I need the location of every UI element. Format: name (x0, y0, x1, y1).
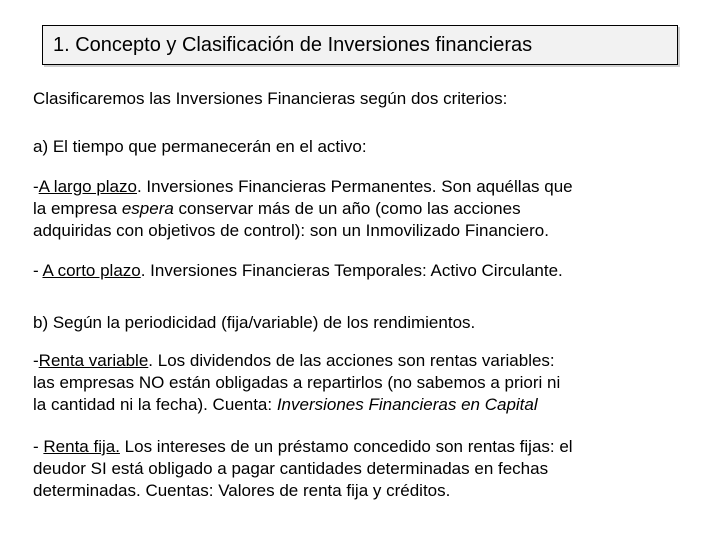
fija-line1-rest: Los intereses de un préstamo concedido son rentas fijas: el (119, 437, 573, 456)
renta-variable-paragraph (33, 350, 705, 416)
fija-line-2: deudor SI está obligado a pagar cantidades determinadas en fechas (33, 459, 549, 478)
largo-line-2 (33, 198, 705, 220)
largo-line2-a: la empresa (33, 199, 122, 218)
fija-line-3: determinadas. Cuentas: Valores de renta fija y créditos. (33, 481, 451, 500)
variable-prefix: - (33, 351, 39, 370)
variable-line3-a: la cantidad ni la fecha). Cuenta: (33, 395, 277, 414)
largo-line-3: adquiridas con objetivos de control): son un Inmovilizado Financiero. (33, 221, 549, 240)
section-a-heading: a) El tiempo que permanecerán en el activo: (33, 137, 367, 156)
fija-prefix: - (33, 437, 44, 456)
variable-line1-rest: . Los dividendos de las acciones son rentas variables: (148, 351, 555, 370)
variable-term: Renta variable (38, 351, 149, 370)
variable-line-3 (33, 394, 705, 416)
intro-text: Clasificaremos las Inversiones Financieras según dos criterios: (33, 89, 508, 108)
largo-plazo-paragraph (33, 176, 705, 242)
fija-line-1 (33, 436, 705, 458)
variable-line-2: las empresas NO están obligadas a repartirlos (no sabemos a priori ni (33, 373, 561, 392)
renta-fija-paragraph (33, 436, 705, 502)
corto-rest: . Inversiones Financieras Temporales: Activo Circulante. (140, 261, 563, 280)
largo-term: A largo plazo (38, 177, 137, 196)
largo-prefix: - (33, 177, 39, 196)
variable-line3-italic: Inversiones Financieras en Capital (276, 395, 538, 414)
corto-plazo-paragraph (33, 260, 705, 282)
title-box (42, 25, 678, 65)
largo-line2-italic: espera (121, 199, 174, 218)
largo-line-1 (33, 176, 705, 198)
slide-title: 1. Concepto y Clasificación de Inversiones financieras (53, 34, 533, 56)
corto-term: A corto plazo (42, 261, 141, 280)
largo-line2-b: conservar más de un año (como las acciones (173, 199, 521, 218)
section-b-heading: b) Según la periodicidad (fija/variable) de los rendimientos. (33, 313, 476, 332)
largo-line1-rest: . Inversiones Financieras Permanentes. Son aquéllas que (136, 177, 573, 196)
variable-line-1 (33, 350, 705, 372)
fija-term: Renta fija. (43, 437, 120, 456)
corto-prefix: - (33, 261, 43, 280)
